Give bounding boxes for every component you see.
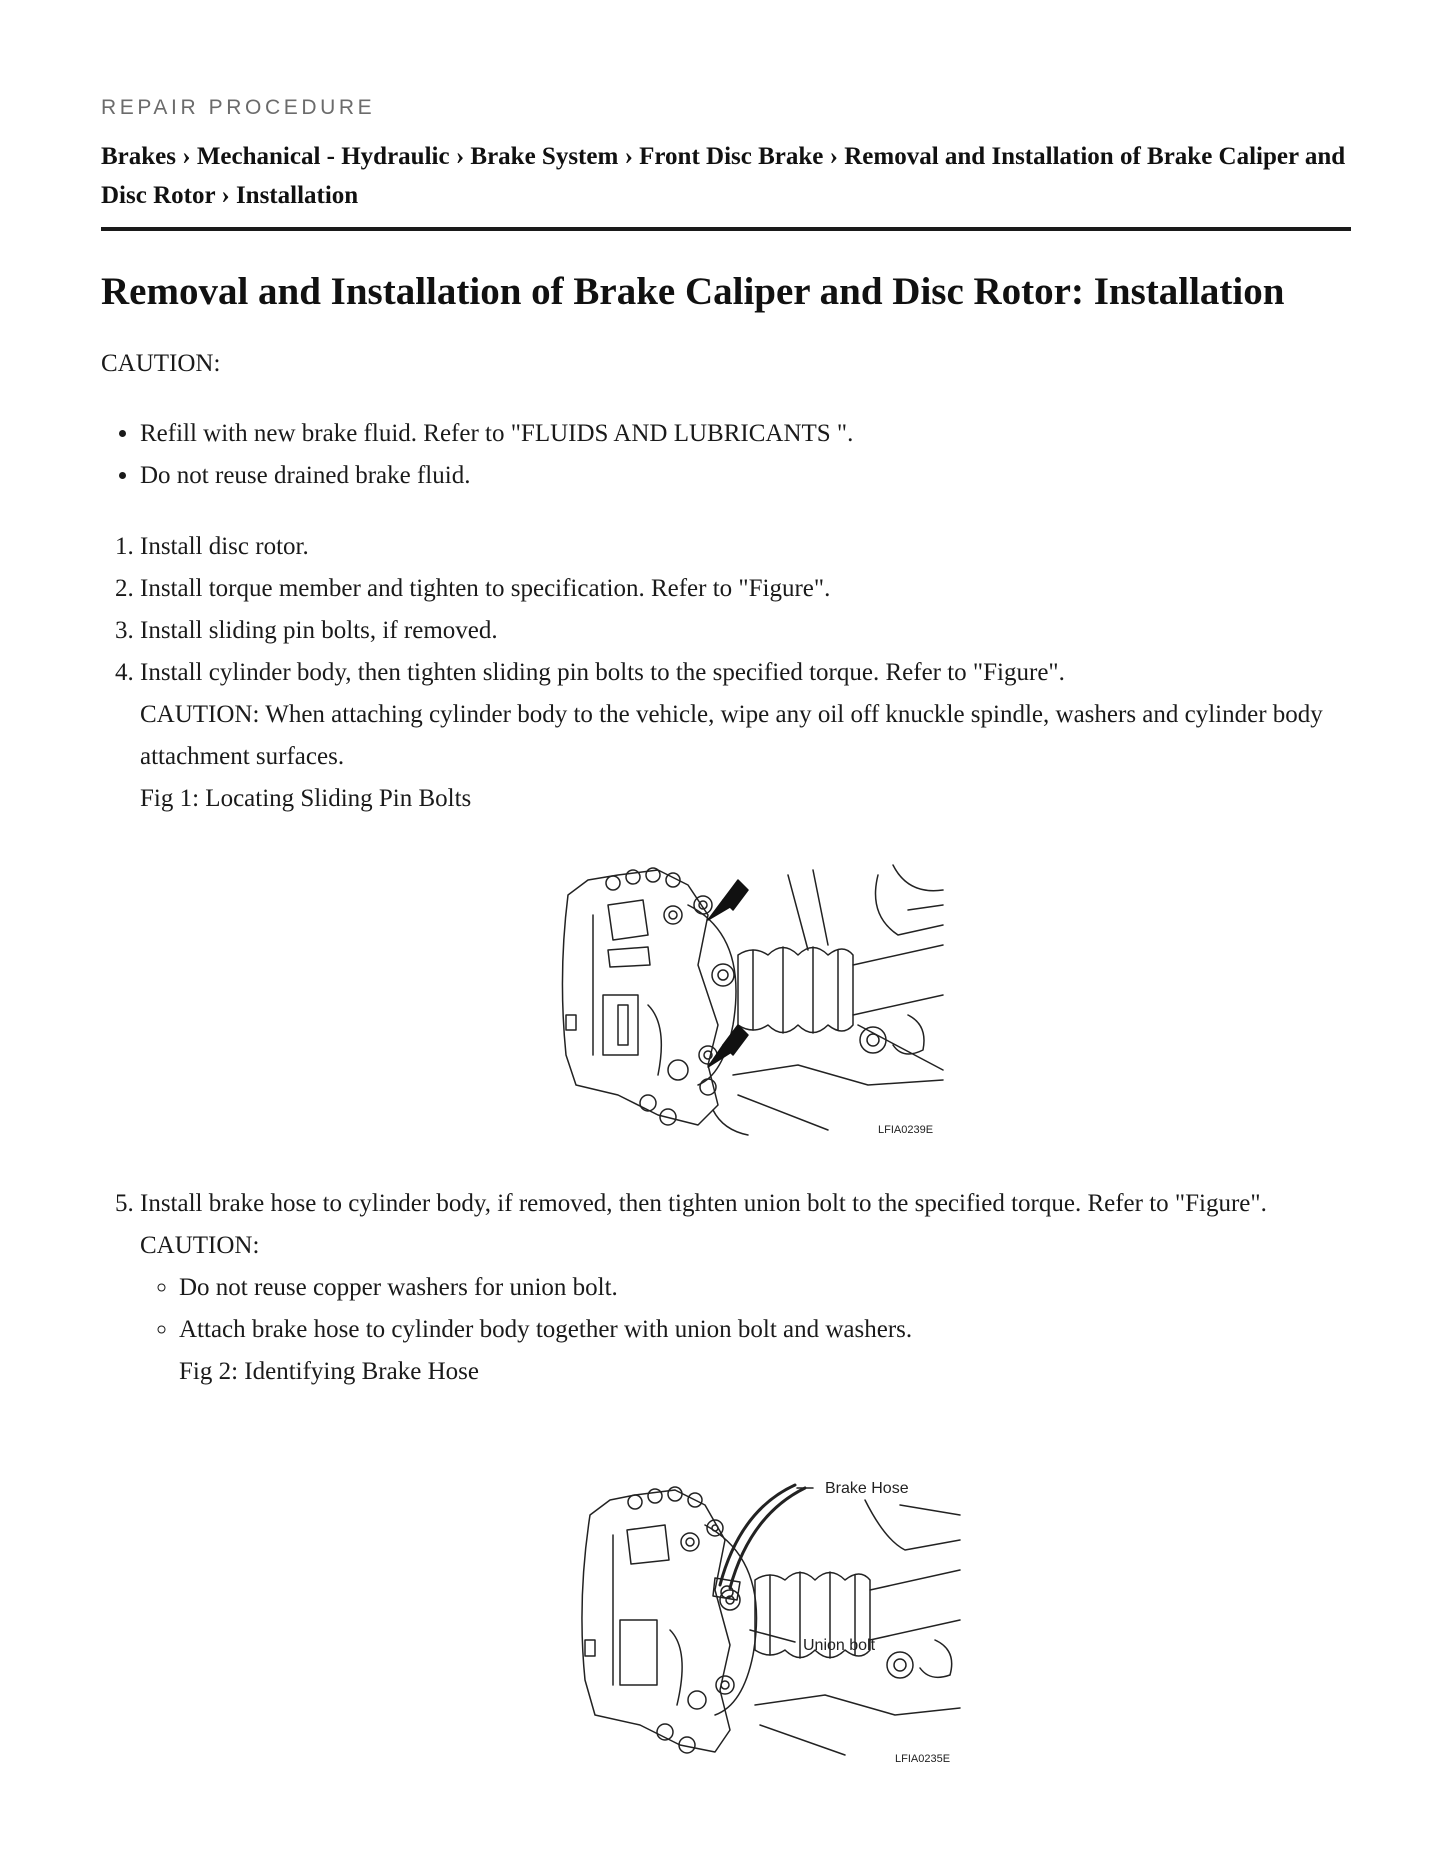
step-text: 4. Install cylinder body, then tighten sliding pin bolts to the specified torque. Refer to "Figure". <box>140 659 1065 686</box>
figure-caption: Fig 1: Locating Sliding Pin Bolts <box>140 785 472 812</box>
step-text: 5. Install brake hose to cylinder body, if removed, then tighten union bolt to the specified torque. Refer to "Figure". <box>140 1190 1267 1217</box>
figure-code: LFIA0235E <box>895 1753 951 1765</box>
caution-heading: CAUTION: <box>101 350 221 377</box>
step-item <box>140 526 1351 568</box>
breadcrumb-item[interactable]: Brakes <box>101 143 176 170</box>
step-text: Install disc rotor. <box>140 533 309 560</box>
breadcrumb-separator: › <box>182 143 191 170</box>
breadcrumb-separator: › <box>455 143 465 170</box>
step-caution: CAUTION: When attaching cylinder body to the vehicle, wipe any oil off knuckle spindle, washers and cylinder body attachment surfaces. <box>140 701 1323 770</box>
step-caution-text: ◦ Attach brake hose to cylinder body together with union bolt and washers. <box>179 1316 913 1343</box>
label-union-bolt: Union bolt <box>803 1637 876 1654</box>
figure-caption: Fig 2: Identifying Brake Hose <box>179 1358 479 1385</box>
breadcrumb-item[interactable]: Front Disc Brake <box>639 143 824 170</box>
step-caution-item <box>179 1309 1351 1393</box>
step-caution-heading: CAUTION: <box>140 1232 260 1259</box>
page-title: Removal and Installation of Brake Caliper and Disc Rotor: Installation <box>101 270 1285 313</box>
step-item <box>140 610 1351 652</box>
step-text: Install torque member and tighten to specification. Refer to "Figure". <box>140 575 831 602</box>
breadcrumb-separator: › <box>624 143 633 170</box>
step-item <box>140 652 1351 820</box>
breadcrumb-separator: › <box>829 143 838 170</box>
header-divider <box>101 227 1351 231</box>
installation-steps <box>101 526 1351 820</box>
step-caution-item: ◦ Do not reuse copper washers for union bolt. <box>179 1267 1351 1309</box>
step-item <box>140 1183 1351 1393</box>
breadcrumb <box>101 137 1351 215</box>
figure-brake-hose <box>565 1470 965 1770</box>
breadcrumb-item[interactable]: Mechanical - Hydraulic <box>196 143 450 170</box>
figure-code: LFIA0239E <box>878 1124 934 1136</box>
breadcrumb-item[interactable]: Removal and Installation of Brake Caliper and Disc Rotor <box>101 143 1346 209</box>
step-text: Install sliding pin bolts, if removed. <box>140 617 498 644</box>
breadcrumb-item-current: Installation <box>235 182 359 209</box>
label-brake-hose: Brake Hose <box>825 1480 909 1497</box>
breadcrumb-item[interactable]: Brake System <box>470 143 619 170</box>
caution-list <box>101 413 853 497</box>
installation-steps-continued <box>101 1183 1351 1393</box>
breadcrumb-separator: › <box>221 182 230 209</box>
caution-item: • Refill with new brake fluid. Refer to "FLUIDS AND LUBRICANTS ". <box>140 413 853 455</box>
figure-sliding-pin-bolts <box>548 855 948 1145</box>
step-item <box>140 568 1351 610</box>
caution-item: • Do not reuse drained brake fluid. <box>140 455 853 497</box>
step-caution-list <box>140 1267 1351 1393</box>
section-eyebrow: REPAIR PROCEDURE <box>101 96 376 119</box>
